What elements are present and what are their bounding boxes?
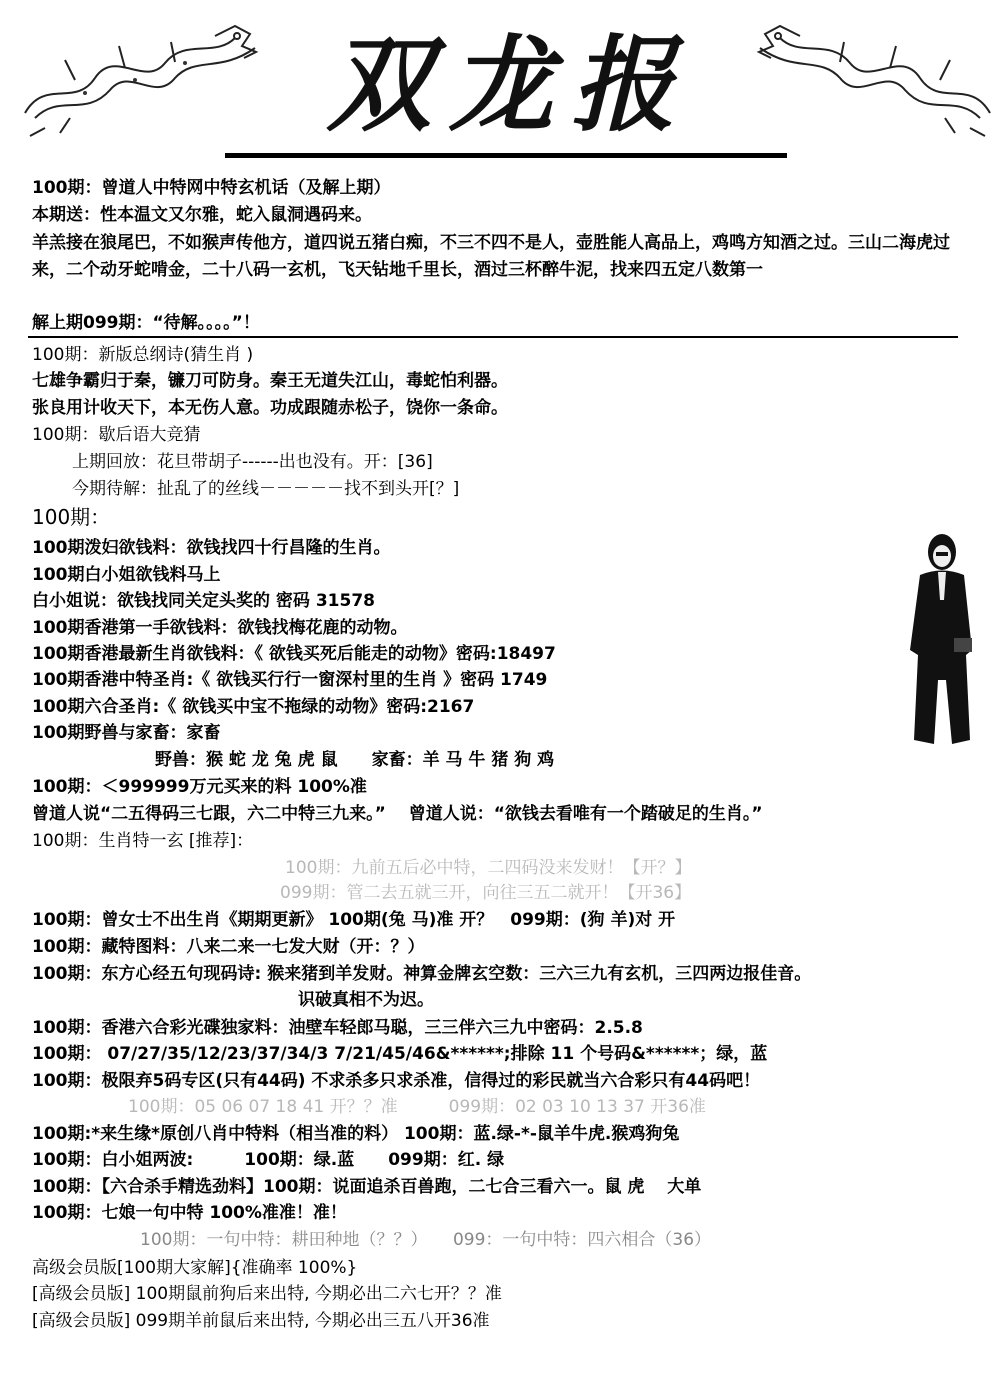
line-b2-25: 识破真相不为迟。 <box>298 990 434 1010</box>
line-b2-30: 100期:*来生缘*原创八肖中特料（相当准的料） 100期：蓝.绿-*-鼠羊牛虎.猴鸡狗兔 <box>32 1124 680 1144</box>
line-b2-23: 100期：藏特图料：八来二来一七发大财（开：？） <box>32 937 425 957</box>
line-b2-21: 099期：管二去五就三开，向往三五二就开！【开36】 <box>280 883 692 903</box>
line-b2-35: 高级会员版[100期大家解]{准确率 100%} <box>32 1258 358 1278</box>
line-b2-8: 100期泼妇欲钱料：欲钱找四十行昌隆的生肖。 <box>32 538 391 558</box>
newspaper-title: 双龙报 <box>326 23 693 146</box>
masthead <box>0 0 1006 165</box>
line-b2-9: 100期白小姐欲钱料马上 <box>32 565 221 585</box>
section-divider <box>28 336 958 338</box>
line-b2-12: 100期香港最新生肖欲钱料：《 欲钱买死后能走的动物》密码:18497 <box>32 644 556 664</box>
line-b2-22: 100期：曾女士不出生肖《期期更新》 100期(兔 马)准 开？ 099期：(狗 羊)对 开 <box>32 910 676 930</box>
line-b2-5: 上期回放：花旦带胡子------出也没有。开：[36] <box>72 452 433 472</box>
line-b2-26: 100期：香港六合彩光碟独家料：油壁车轻郎马聪，三三伴六三九中密码：2.5.8 <box>32 1018 643 1038</box>
line-b2-2: 七雄争霸归于秦，镰刀可防身。秦王无道失江山，毒蛇怕利器。 <box>32 371 508 391</box>
line-b2-7: 100期： <box>32 505 111 529</box>
line-b2-28: 100期：极限弃5码专区(只有44码) 不求杀多只求杀准，信得过的彩民就当六合彩只有44码吧！ <box>32 1071 761 1091</box>
man-figure-image <box>900 530 980 750</box>
line-b2-33: 100期：七娘一句中特 100%准准！准！ <box>32 1203 347 1223</box>
line-b2-10: 白小姐说：欲钱找同关定头奖的 密码 31578 <box>32 591 375 611</box>
title-underline <box>225 153 787 158</box>
line-b2-1: 100期：新版总纲诗(猜生肖 ) <box>32 345 254 365</box>
line-b2-4: 100期：歇后语大竞猜 <box>32 425 201 445</box>
line-b2-32: 100期：【六合杀手精选劲料】100期：说面追杀百兽跑，二七合三看六一。鼠 虎 大单 <box>32 1177 702 1197</box>
line-b2-14: 100期六合圣肖:《 欲钱买中宝不拖绿的动物》密码:2167 <box>32 697 475 717</box>
line-b2-16: 野兽：猴 蛇 龙 兔 虎 鼠 家畜：羊 马 牛 猪 狗 鸡 <box>155 750 555 770</box>
line-b2-27: 100期： 07/27/35/12/23/37/34/3 7/21/45/46&******;排除 11 个号码&******；绿，蓝 <box>32 1044 768 1064</box>
line-b2-31: 100期：白小姐两波: 100期：绿.蓝 099期：红. 绿 <box>32 1150 505 1170</box>
line-b2-15: 100期野兽与家畜：家畜 <box>32 723 221 743</box>
line-b2-6: 今期待解：扯乱了的丝线－－－－－找不到头开[？] <box>72 479 460 499</box>
line-b2-29: 100期：05 06 07 18 41 开？？准 099期：02 03 10 13 37 开36准 <box>128 1097 706 1117</box>
line-b2-20: 100期：九前五后必中特，二四码没来发财！【开？】 <box>285 858 692 878</box>
line-b2-34: 100期：一句中特：耕田种地（？？） 099：一句中特：四六相合（36） <box>140 1230 712 1250</box>
line-b2-17: 100期：＜999999万元买来的料 100%准 <box>32 777 367 797</box>
line-b1-3: 羊羔接在狼尾巴，不如猴声传他方，道四说五猪白痴，不三不四不是人，壶胜能人高品上，鸡鸣方知酒之过。三山二海虎过来，二个动牙蛇啃金，二十八码一玄机，飞天钻地千里长，酒过三杯醉牛泥，找来四五定八数第一 <box>32 233 950 280</box>
line-b2-24: 100期：东方心经五句现码诗: 猴来猪到羊发财。神算金牌玄空数：三六三九有玄机，三四两边报佳音。 <box>32 964 812 984</box>
line-b2-19: 100期：生肖特一玄 [推荐]： <box>32 831 254 851</box>
line-b2-36: [高级会员版] 100期鼠前狗后来出特, 今期必出二六七开？？准 <box>32 1284 502 1304</box>
line-b2-3: 张良用计收天下，本无伤人意。功成跟随赤松子，饶你一条命。 <box>32 398 508 418</box>
line-b2-37: [高级会员版] 099期羊前鼠后来出特, 今期必出三五八开36准 <box>32 1311 490 1331</box>
line-b2-13: 100期香港中特圣肖:《 欲钱买行行一窗深村里的生肖 》密码 1749 <box>32 670 548 690</box>
line-b1-2: 本期送：性本温文又尔雅，蛇入鼠洞遇码来。 <box>32 205 372 225</box>
line-b2-18: 曾道人说“二五得码三七跟，六二中特三九来。” 曾道人说：“欲钱去看唯有一个踏破足的生肖。” <box>32 804 763 824</box>
line-b1-4: 解上期099期：“待解。。。。”！ <box>32 313 260 333</box>
line-b2-11: 100期香港第一手欲钱料：欲钱找梅花鹿的动物。 <box>32 618 408 638</box>
line-b1-1: 100期：曾道人中特网中特玄机话（及解上期） <box>32 178 391 198</box>
